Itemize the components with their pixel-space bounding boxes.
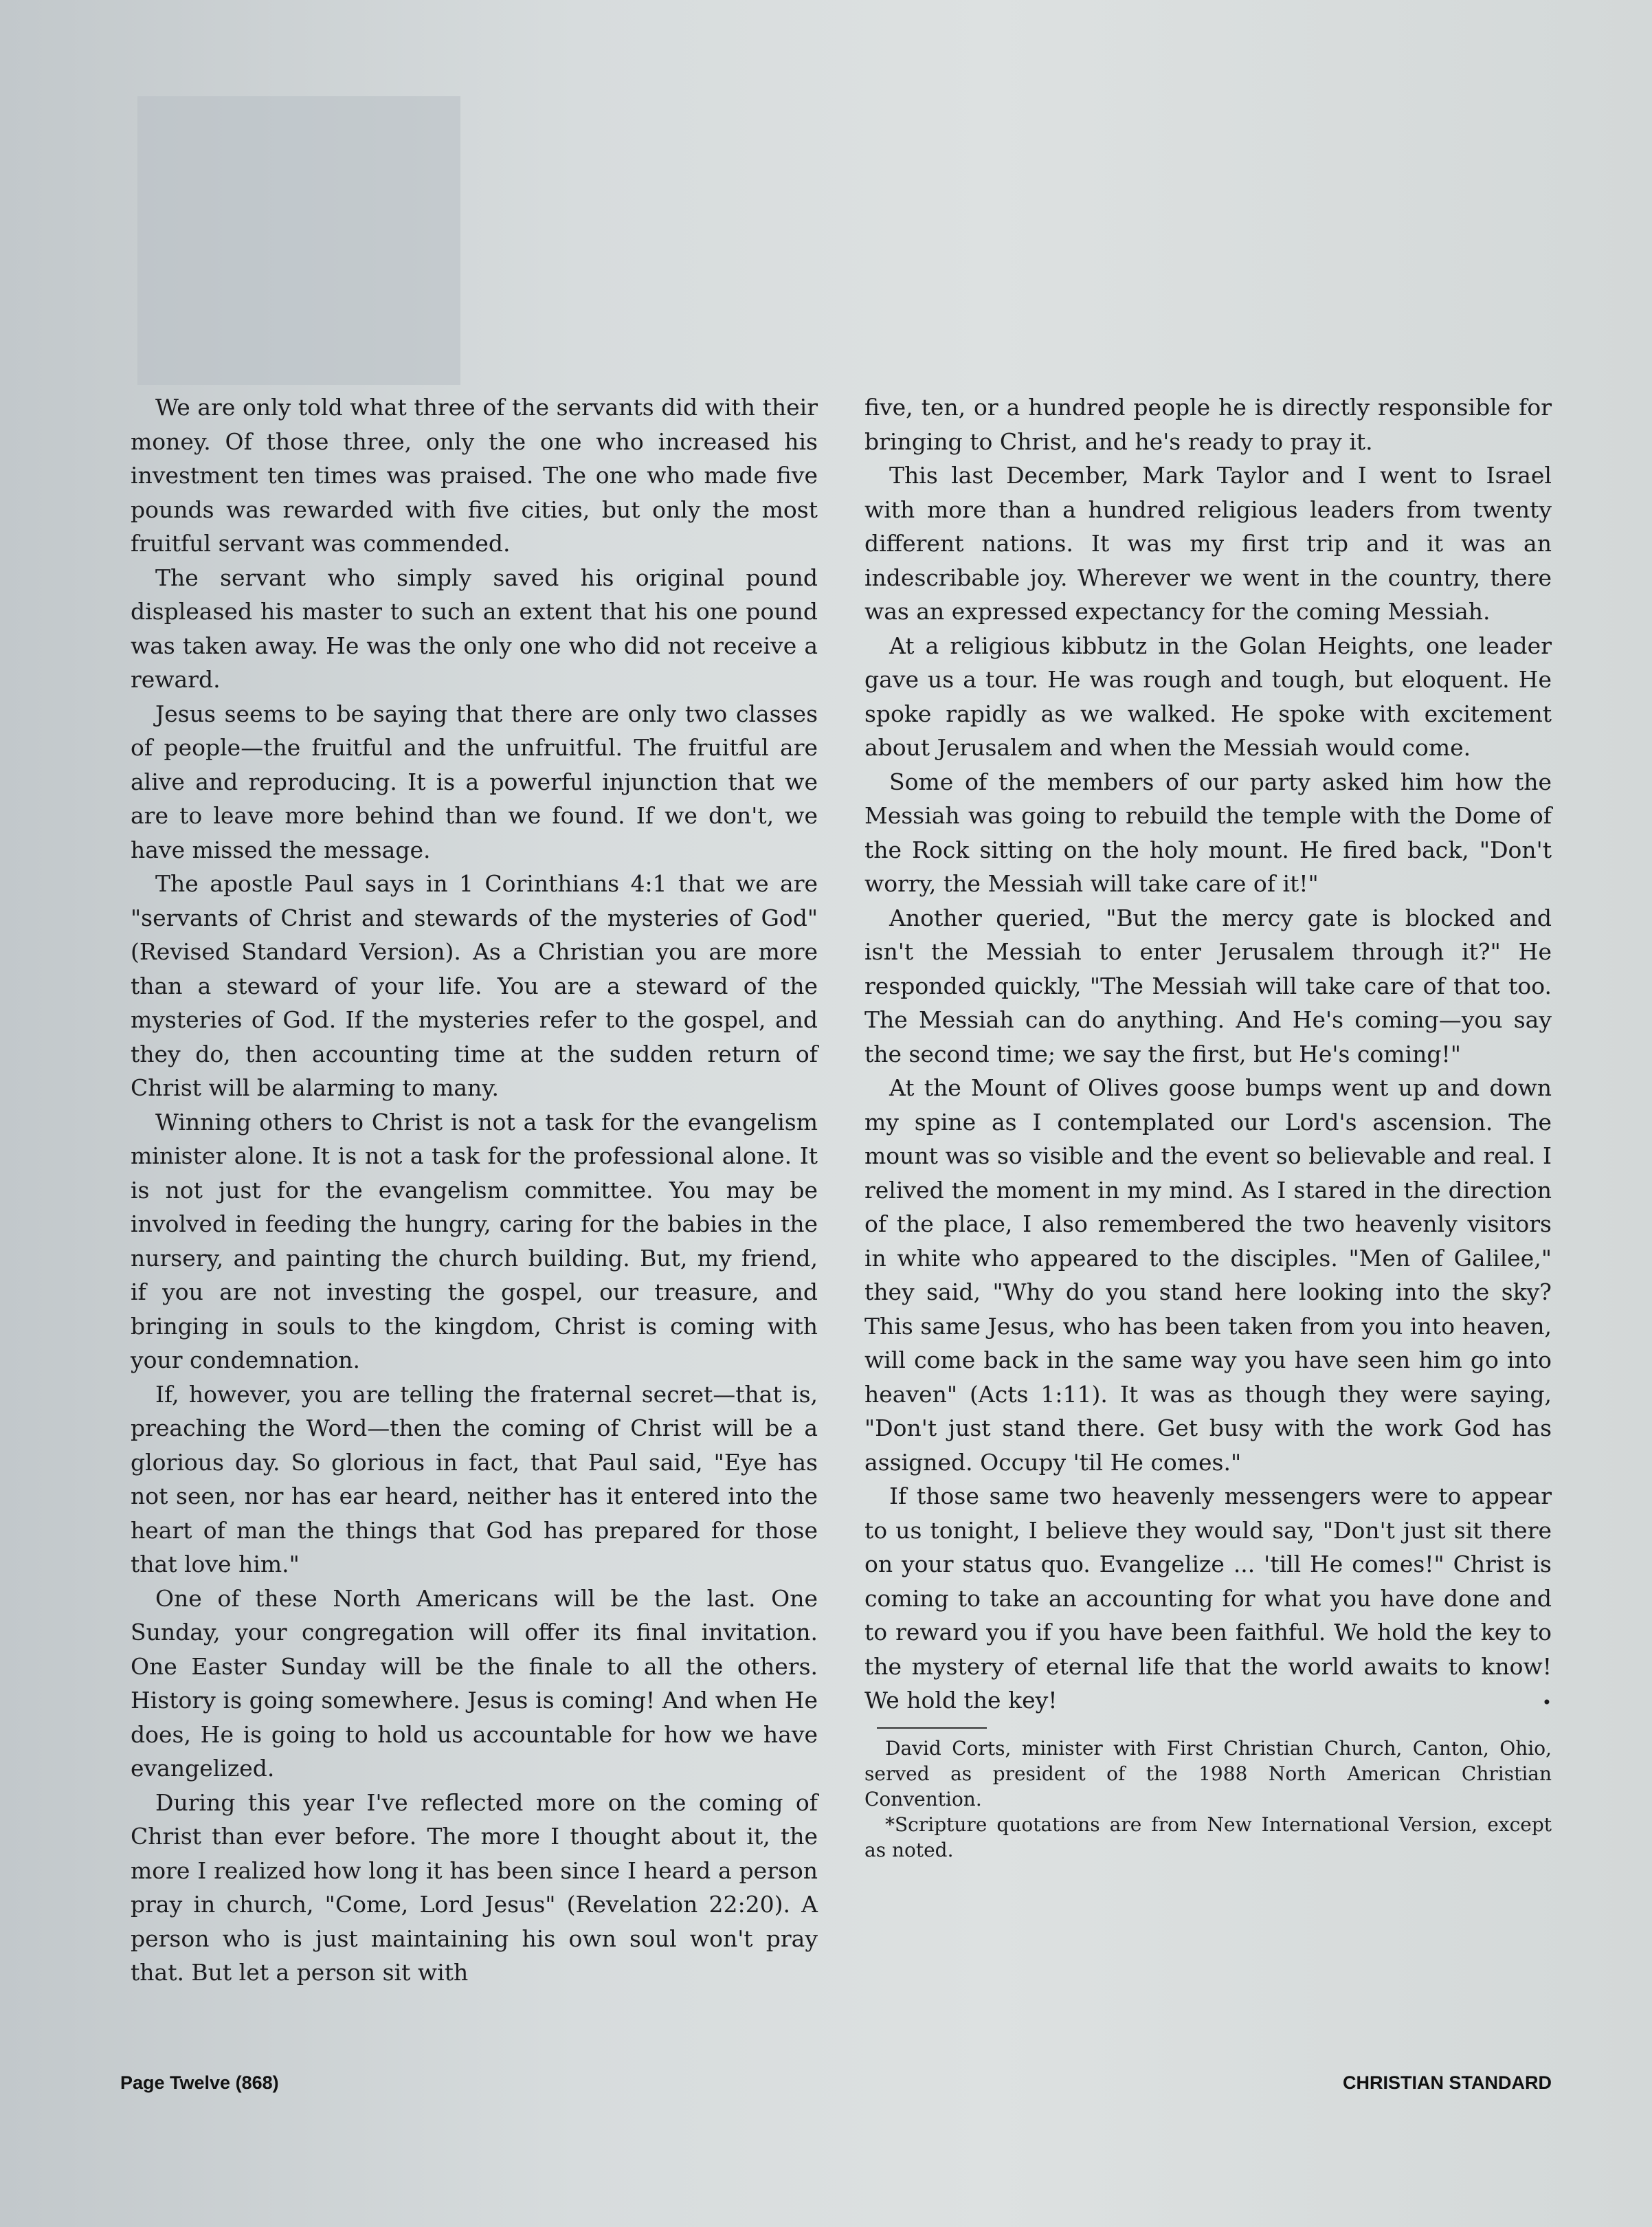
paragraph: The servant who simply saved his original pound displeased his master to such an extent that his one pound was taken away. He was the only one who did not receive a reward. [131, 564, 818, 693]
author-bio: David Corts, minister with First Christian Church, Canton, Ohio, served as president of the 1988 North American Christian Convention. [864, 1736, 1552, 1810]
paragraph: One of these North Americans will be the last. One Sunday, your congregation will offer its final invitation. One Easter Sunday will be the finale to all the others. History is going somewhere. Jesus is coming! And when He does, He is going to hold us accountable for how we have evangelized. [131, 1584, 818, 1782]
paragraph: This last December, Mark Taylor and I went to Israel with more than a hundred religious leaders from twenty different nations. It was my first trip and it was an indescribable joy. Wherever we went in the country, there was an expressed expectancy for the coming Messiah. [864, 462, 1552, 625]
paragraph: Winning others to Christ is not a task for the evangelism minister alone. It is not a task for the professional alone. It is not just for the evangelism committee. You may be involved in feeding the hungry, caring for the babies in the nursery, and painting the church building. But, my friend, if you are not investing the gospel, our treasure, and bringing in souls to the kingdom, Christ is coming with your condemnation. [131, 1108, 818, 1373]
paragraph-final [864, 1479, 1552, 1718]
paragraph: We are only told what three of the servants did with their money. Of those three, only the one who increased his investment ten times was praised. The one who made five pounds was rewarded with five cities, but only the most fruitful servant was commended. [131, 394, 818, 557]
paragraph: Another queried, "But the mercy gate is blocked and isn't the Messiah to enter Jerusalem through it?" He responded quickly, "The Messiah will take care of that too. The Messiah can do anything. And He's coming—you say the second time; we say the first, but He's coming!" [864, 904, 1552, 1067]
paragraph: During this year I've reflected more on the coming of Christ than ever before. The more I thought about it, the more I realized how long it has been since I heard a person pray in church, "Come, Lord Jesus" (Revelation 22:20). A person who is just maintaining his own soul won't pray that. But let a person sit with [131, 1788, 818, 1986]
paragraph: Some of the members of our party asked him how the Messiah was going to rebuild the temple with the Dome of the Rock sitting on the holy mount. He fired back, "Don't worry, the Messiah will take care of it!" [864, 768, 1552, 897]
publication-name: CHRISTIAN STANDARD [1343, 2072, 1552, 2093]
right-column [864, 390, 1552, 1863]
bleed-through-image [137, 96, 460, 385]
final-paragraph-text: If those same two heavenly messengers were to appear to us tonight, I believe they would say, "Don't just sit there on your status quo. Evangelize ... 'till He comes!" Christ is coming to take an accounting for what you have done and to reward you if you have been faithful. We hold the key to the mystery of eternal life that the world awaits to know! We hold the key! [864, 1483, 1552, 1714]
paragraph: At the Mount of Olives goose bumps went up and down my spine as I contemplated our Lord's ascension. The mount was so visible and the event so believable and real. I relived the moment in my mind. As I stared in the direction of the place, I also remembered the two heavenly visitors in white who appeared to the disciples. "Men of Galilee," they said, "Why do you stand here looking into the sky? This same Jesus, who has been taken from you into heaven, will come back in the same way you have seen him go into heaven" (Acts 1:11). It was as though they were saying, "Don't just stand there. Get busy with the work God has assigned. Occupy 'til He comes." [864, 1074, 1552, 1476]
paragraph: If, however, you are telling the fraternal secret—that is, preaching the Word—then the coming of Christ will be a glorious day. So glorious in fact, that Paul said, "Eye has not seen, nor has ear heard, neither has it entered into the heart of man the things that God has prepared for those that love him." [131, 1380, 818, 1577]
end-mark: • [1541, 1693, 1552, 1712]
left-column [131, 390, 818, 1990]
notes-divider [877, 1727, 987, 1729]
paragraph: Jesus seems to be saying that there are only two classes of people—the fruitful and the unfruitful. The fruitful are alive and reproducing. It is a powerful injunction that we are to leave more behind than we found. If we don't, we have missed the message. [131, 700, 818, 863]
paragraph-continuation: five, ten, or a hundred people he is directly responsible for bringing to Christ, and he's ready to pray it. [864, 394, 1552, 455]
author-notes [864, 1736, 1552, 1863]
page-number: Page Twelve (868) [120, 2072, 279, 2093]
paragraph: The apostle Paul says in 1 Corinthians 4:1 that we are "servants of Christ and stewards of the mysteries of God" (Revised Standard Version). As a Christian you are more than a steward of your life. You are a steward of the mysteries of God. If the mysteries refer to the gospel, and they do, then accounting time at the sudden return of Christ will be alarming to many. [131, 870, 818, 1101]
scripture-note: *Scripture quotations are from New International Version, except as noted. [864, 1813, 1552, 1861]
paragraph: At a religious kibbutz in the Golan Heights, one leader gave us a tour. He was rough and tough, but eloquent. He spoke rapidly as we walked. He spoke with excitement about Jerusalem and when the Messiah would come. [864, 632, 1552, 761]
